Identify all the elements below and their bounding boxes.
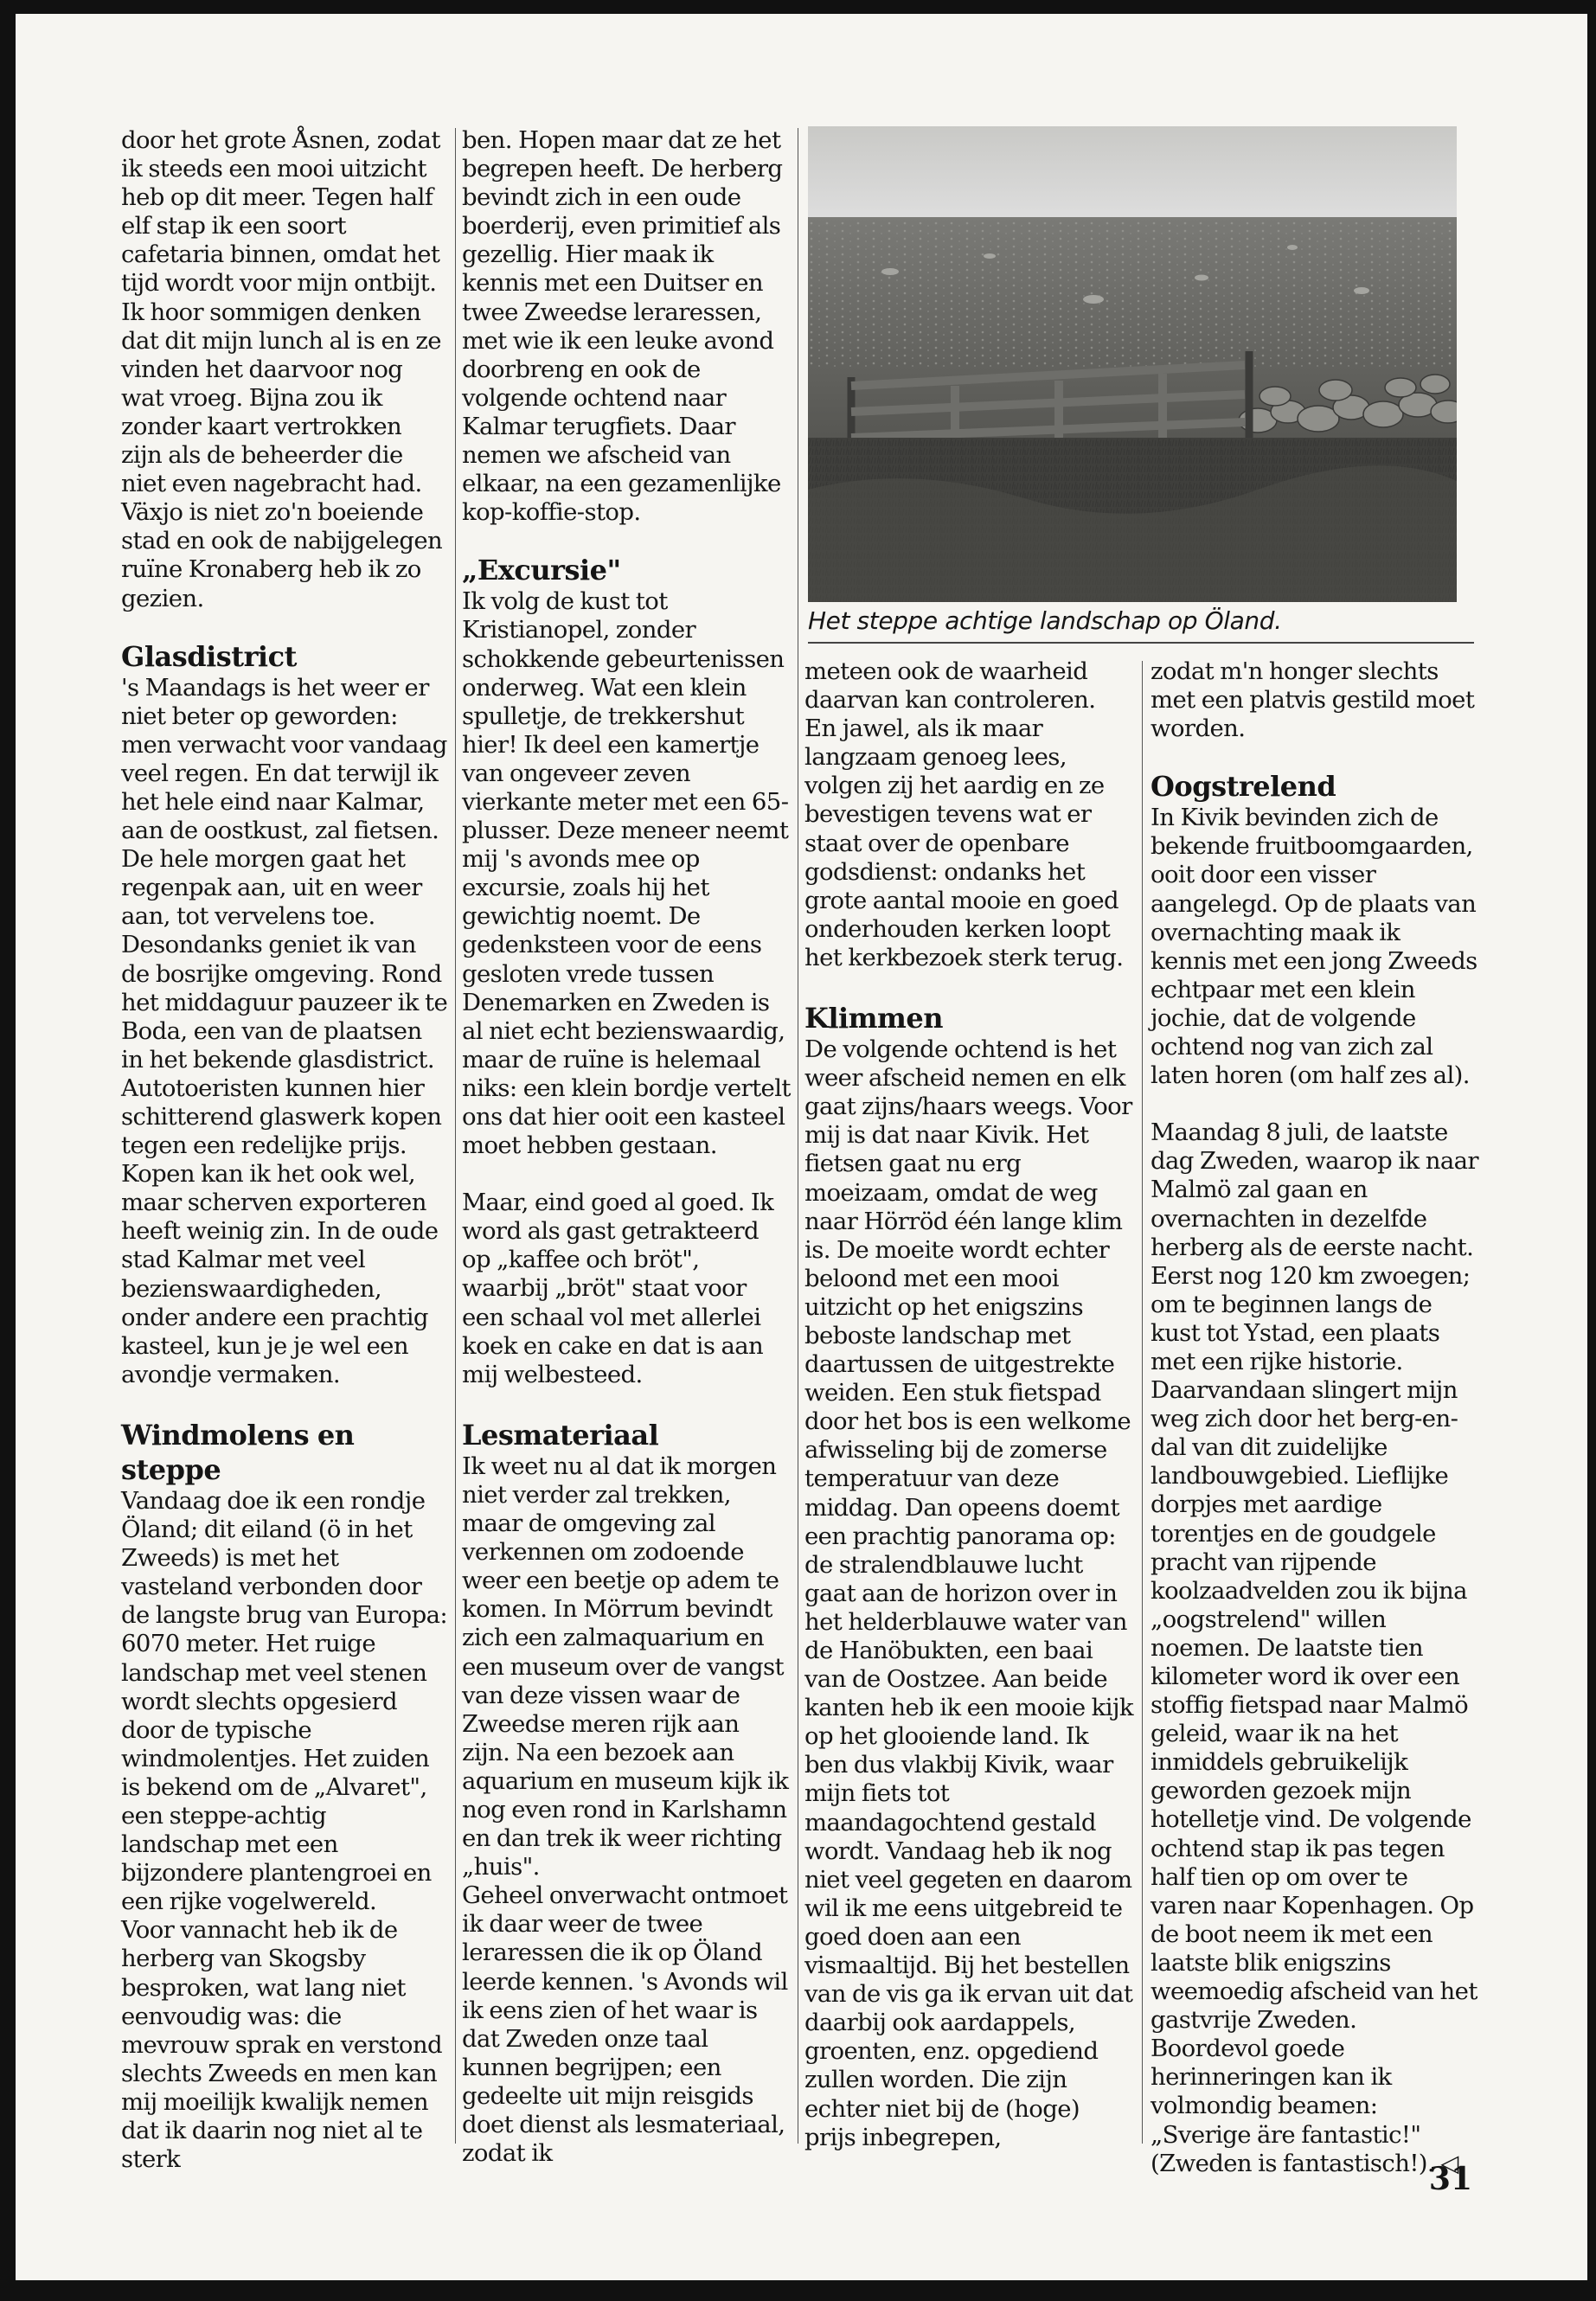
paragraph: Vandaag doe ik een rondje Öland; dit eiland (ö in het Zweeds) is met het vasteland verbonden door de langste brug van Europa: 6070 meter. Het ruige landschap met veel stenen wordt slechts opgesierd door de typische windmolentjes. Het zuiden is bekend om de „Alvaret", een steppe-achtig landschap met een bijzondere plantengroei en een rijke vogelwereld. — [121, 1486, 448, 1916]
oland-steppe-gate-image — [808, 126, 1457, 602]
section-heading-klimmen: Klimmen — [804, 1002, 943, 1035]
section-heading-glasdistrict: Glasdistrict — [121, 639, 297, 673]
photo-caption: Het steppe achtige landschap op Öland. — [808, 606, 1282, 635]
paragraph: Ik volg de kust tot Kristianopel, zonder schokkende gebeurtenissen onderweg. Wat een klein spulletje, de trekkershut hier! Ik deel een kamertje van ongeveer zeven vierkante meter met een 65-plusser. Deze meneer neemt mij 's avonds mee op excursie, zoals hij het gewichtig noemt. De gedenksteen voor de eens gesloten vrede tussen Denemarken en Zweden is al niet echt bezienswaardig, maar de ruïne is helemaal niks: een klein bordje vertelt ons dat hier ooit een kasteel moet hebben gestaan. — [462, 587, 791, 1160]
caption-rule — [808, 642, 1474, 644]
section-heading-lesmateriaal: Lesmateriaal — [462, 1418, 659, 1452]
paragraph: door het grote Åsnen, zodat ik steeds een mooi uitzicht heb op dit meer. Tegen half elf stap ik een soort cafetaria binnen, omdat het tijd wordt voor mijn ontbijt. Ik hoor sommigen denken dat dit mijn lunch al is en ze vinden het daarvoor nog wat vroeg. Bijna zou ik zonder kaart vertrokken zijn als de beheerder die niet even nagebracht had. Växjo is niet zo'n boeiende stad en ook de nabijgelegen ruïne Kronaberg heb ik zo gezien. — [121, 126, 443, 612]
page-number: 31 — [1428, 2161, 1472, 2197]
paragraph: meteen ook de waarheid daarvan kan controleren. En jawel, als ik maar langzaam genoeg lees, volgen zij het aardig en ze bevestigen tevens wat er staat over de openbare godsdienst: ondanks het grote aantal mooie en goed onderhouden kerken loopt het kerkbezoek sterk terug. — [804, 657, 1124, 971]
paragraph: De volgende ochtend is het weer afscheid nemen en elk gaat zijns/haars weegs. Voor mij is dat naar Kivik. Het fietsen gaat nu erg moeizaam, omdat de weg naar Hörröd één lange klim is. De moeite wordt echter beloond met een mooi uitzicht op het enigszins beboste landschap met daartussen de uitgestrekte weiden. Een stuk fietspad door het bos is een welkome afwisseling bij de zomerse temperatuur van deze middag. Dan opeens doemt een prachtig panorama op: de stralendblauwe lucht gaat aan de horizon over in het helderblauwe water van de Hanöbukten, een baai van de Oostzee. Aan beide kanten heb ik een mooie kijk op het glooiende land. Ik ben dus vlakbij Kivik, waar mijn fiets tot maandagochtend gestald wordt. Vandaag heb ik nog niet veel gegeten en daarom wil ik me eens uitgebreid te goed doen aan een vismaaltijd. Bij het bestellen van de vis ga ik ervan uit dat daarbij ook aardappels, groenten, enz. opgediend zullen worden. Die zijn echter niet bij de (hoge) prijs inbegrepen, — [804, 1035, 1133, 2151]
text-column-2 — [462, 126, 791, 2168]
text-column-4 — [1151, 657, 1479, 2178]
paragraph: zodat m'n honger slechts met een platvis gestild moet worden. — [1151, 657, 1475, 743]
paragraph: Maandag 8 juli, de laatste dag Zweden, waarop ik naar Malmö zal gaan en overnachten in dezelfde herberg als de eerste nacht. Eerst nog 120 km zwoegen; om te beginnen langs de kust tot Ystad, een plaats met een rijke historie. Daarvandaan slingert mijn weg zich door het berg-en-dal van dit zuidelijke landbouwgebied. Lieflijke dorpjes met aardige torentjes en de goudgele pracht van rijpende koolzaadvelden zou ik bijna „oogstrelend" willen noemen. De laatste tien kilometer word ik over een stoffig fietspad naar Malmö geleid, waar ik na het inmiddels gebruikelijk geworden gezoek mijn hotelletje vind. De volgende ochtend stap ik pas tegen half tien op om over te varen naar Kopenhagen. Op de boot neem ik met een laatste blik enigszins weemoedig afscheid van het gastvrije Zweden. Boordevol goede herinneringen kan ik volmondig beamen: „Sverige äre fantastic!" (Zweden is fantastisch!). ◁ — [1151, 1118, 1478, 2177]
section-heading-oogstrelend: Oogstrelend — [1151, 770, 1336, 804]
landscape-photo — [808, 126, 1457, 602]
paragraph: 's Maandags is het weer er niet beter op geworden: men verwacht voor vandaag veel regen. En dat terwijl ik het hele eind naar Kalmar, aan de oostkust, zal fietsen. De hele morgen gaat het regenpak aan, uit en weer aan, tot vervelens toe. Desondanks geniet ik van de bosrijke omgeving. Rond het middaguur pauzeer ik te Boda, een van de plaatsen in het bekende glasdistrict. Autotoeristen kunnen hier schitterend glaswerk kopen tegen een redelijke prijs. Kopen kan ik het ook wel, maar scherven exporteren heeft weinig zin. In de oude stad Kalmar met veel bezienswaardigheden, onder andere een prachtig kasteel, kun je je wel een avondje vermaken. — [121, 673, 448, 1388]
column-divider — [1142, 661, 1143, 2144]
paragraph: Maar, eind goed al goed. Ik word als gast getrakteerd op „kaffee och bröt", waarbij „bröt" staat voor een schaal vol met allerlei koek en cake en dat is aan mij welbesteed. — [462, 1189, 774, 1388]
text-column-3 — [804, 657, 1133, 2152]
paragraph: ben. Hopen maar dat ze het begrepen heeft. De herberg bevindt zich in een oude boerderij, even primitief als gezellig. Hier maak ik kennis met een Duitser en twee Zweedse leraressen, met wie ik een leuke avond doorbreng en ook de volgende ochtend naar Kalmar terugfiets. Daar nemen we afscheid van elkaar, na een gezamenlijke kop-koffie-stop. — [462, 126, 783, 527]
paragraph: Geheel onverwacht ontmoet ik daar weer de twee leraressen die ik op Öland leerde kennen. 's Avonds wil ik eens zien of het waar is dat Zweden onze taal kunnen begrijpen; een gedeelte uit mijn reisgids doet dienst als lesmateriaal, zodat ik — [462, 1881, 788, 2168]
section-heading-excursie: „Excursie" — [462, 554, 621, 587]
column-divider — [455, 128, 456, 2144]
section-heading-windmolens: Windmolens en steppe — [121, 1418, 355, 1486]
paragraph: Voor vannacht heb ik de herberg van Skogsby besproken, wat lang niet eenvoudig was: die mevrouw sprak en verstond slechts Zweeds en men kan mij moeilijk kwalijk nemen dat ik daarin nog niet al te sterk — [121, 1916, 442, 2174]
text-column-1 — [121, 126, 448, 2174]
paragraph: Ik weet nu al dat ik morgen niet verder zal trekken, maar de omgeving zal verkennen om zodoende weer een beetje op adem te komen. In Mörrum bevindt zich een zalmaquarium en een museum over de vangst van deze vissen waar de Zweedse meren rijk aan zijn. Na een bezoek aan aquarium en museum kijk ik nog even rond in Karlshamn en dan trek ik weer richting „huis". — [462, 1452, 789, 1881]
paragraph: In Kivik bevinden zich de bekende fruitboomgaarden, ooit door een visser aangelegd. Op de plaats van overnachting maak ik kennis met een jong Zweeds echtpaar met een klein jochie, dat de volgende ochtend nog van zich zal laten horen (om half zes al). — [1151, 804, 1477, 1090]
magazine-page — [16, 14, 1587, 2280]
